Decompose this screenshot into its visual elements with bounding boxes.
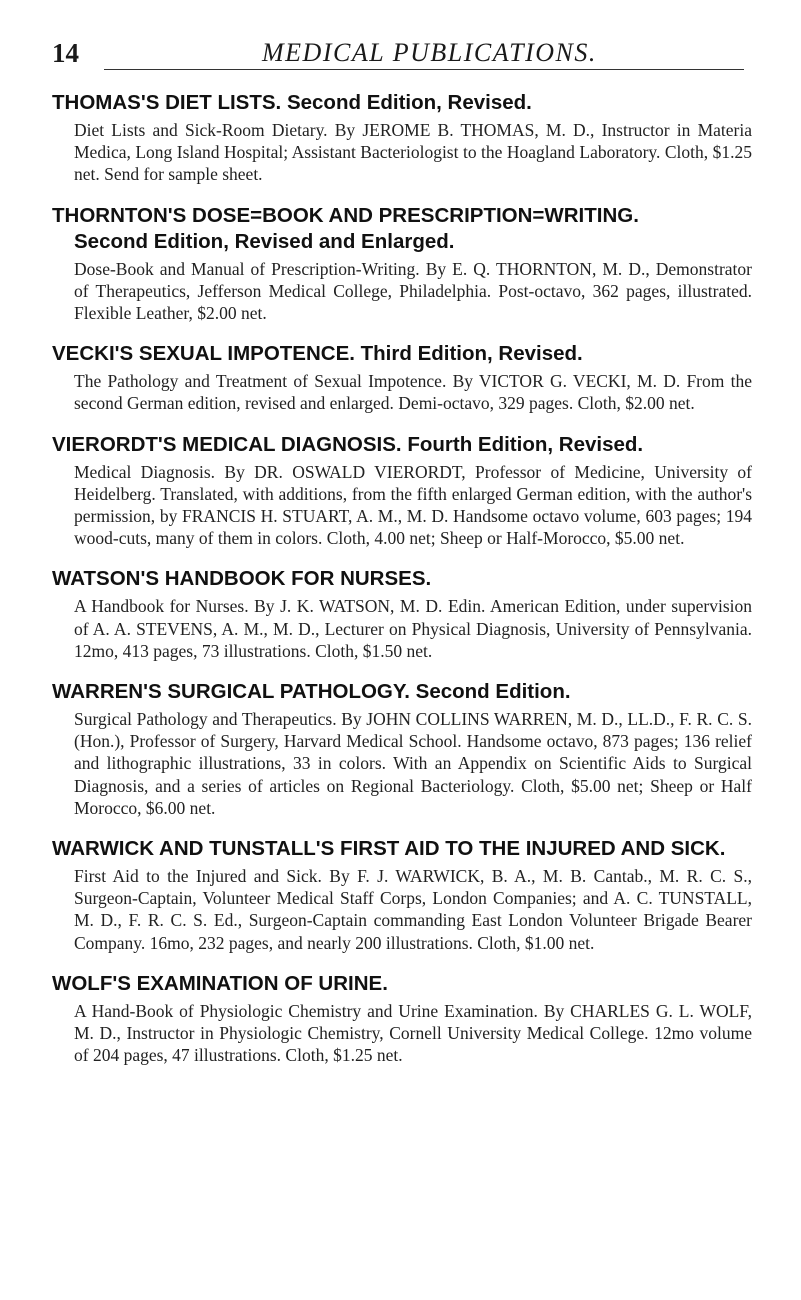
- catalog-entry: [52, 90, 752, 186]
- running-title: MEDICAL PUBLICATIONS.: [262, 38, 597, 67]
- catalog-entry: [52, 971, 752, 1067]
- catalog-entry: [52, 203, 752, 325]
- catalog-list: [52, 90, 752, 1083]
- catalog-entry: [52, 432, 752, 550]
- entry-description: Medical Diagnosis. By DR. OSWALD VIERORDT, Professor of Medicine, University of Heidelberg. Translated, with additions, from the fifth enlarged German edition, with the author's permission, by FRANCIS H. STUART, A. M., M. D. Handsome octavo volume, 603 pages; 194 wood-cuts, many of them in colors. Cloth, 4.00 net; Sheep or Half-Morocco, $5.00 net.: [74, 461, 752, 549]
- catalog-entry: [52, 341, 752, 414]
- entry-title: WATSON'S HANDBOOK FOR NURSES.: [52, 567, 432, 591]
- entry-description: Dose-Book and Manual of Prescription-Writing. By E. Q. THORNTON, M. D., Demonstrator of Therapeutics, Jefferson Medical College, Philadelphia. Post-octavo, 362 pages, illustrated. Flexible Leather, $2.00 net.: [74, 258, 752, 324]
- entry-description: Diet Lists and Sick-Room Dietary. By JEROME B. THOMAS, M. D., Instructor in Materia Medica, Long Island Hospital; Assistant Bacteriologist to the Hoagland Laboratory. Cloth, $1.25 net. Send for sample sheet.: [74, 120, 752, 185]
- entry-title: VECKI'S SEXUAL IMPOTENCE. Third Edition, Revised.: [52, 342, 583, 366]
- header-rule: [104, 69, 744, 70]
- page-number: 14: [52, 38, 79, 68]
- entry-edition: Third Edition, Revised.: [360, 342, 583, 366]
- entry-edition: Second Edition, Revised and Enlarged.: [74, 229, 455, 253]
- catalog-entry: [52, 679, 752, 819]
- entry-edition: Second Edition, Revised.: [286, 91, 532, 114]
- entry-title: THORNTON'S DOSE=BOOK AND PRESCRIPTION=WRITING. Second Edition, Revised and Enlarged.: [52, 203, 639, 253]
- entry-description: First Aid to the Injured and Sick. By F. J. WARWICK, B. A., M. B. Cantab., M. R. C. S., Surgeon-Captain, Volunteer Medical Staff Corps, London Companies; and A. C. TUNSTALL, M. D., F. R. C. S. Ed., Surgeon-Captain commanding East London Volunteer Brigade Bearer Company. 16mo, 232 pages, and nearly 200 illustrations. Cloth, $1.00 net.: [74, 866, 752, 953]
- entry-title: VIERORDT'S MEDICAL DIAGNOSIS. Fourth Edition, Revised.: [52, 432, 644, 456]
- entry-title: WOLF'S EXAMINATION OF URINE.: [52, 971, 388, 995]
- entry-description: A Handbook for Nurses. By J. K. WATSON, M. D. Edin. American Edition, under supervision of A. A. STEVENS, A. M., M. D., Lecturer on Physical Diagnosis, University of Pennsylvania. 12mo, 413 pages, 73 illustrations. Cloth, $1.50 net.: [74, 596, 752, 661]
- entry-edition: Second Edition.: [415, 680, 571, 704]
- entry-title: WARWICK AND TUNSTALL'S FIRST AID TO THE INJURED AND SICK.: [52, 837, 726, 861]
- entry-description: A Hand-Book of Physiologic Chemistry and Urine Examination. By CHARLES G. L. WOLF, M. D., Instructor in Physiologic Chemistry, Cornell University Medical College. 12mo volume of 204 pages, 47 illustrations. Cloth, $1.25 net.: [74, 1000, 752, 1066]
- catalog-entry: [52, 566, 752, 662]
- catalog-entry: [52, 836, 752, 954]
- entry-edition: Fourth Edition, Revised.: [407, 432, 644, 456]
- page-header: [52, 38, 749, 78]
- entry-description: The Pathology and Treatment of Sexual Impotence. By VICTOR G. VECKI, M. D. From the second German edition, revised and enlarged. Demi-octavo, 329 pages. Cloth, $2.00 net.: [74, 371, 752, 414]
- entry-title: WARREN'S SURGICAL PATHOLOGY. Second Edition.: [52, 680, 571, 704]
- entry-title: THOMAS'S DIET LISTS. Second Edition, Revised.: [52, 91, 532, 114]
- entry-description: Surgical Pathology and Therapeutics. By JOHN COLLINS WARREN, M. D., LL.D., F. R. C. S. (Hon.), Professor of Surgery, Harvard Medical School. Handsome octavo, 873 pages; 136 relief and lithographic illustrations, 33 in colors. With an Appendix on Scientific Aids to Surgical Diagnosis, and a series of articles on Regional Bacteriology. Cloth, $5.00 net; Sheep or Half Morocco, $6.00 net.: [74, 709, 752, 818]
